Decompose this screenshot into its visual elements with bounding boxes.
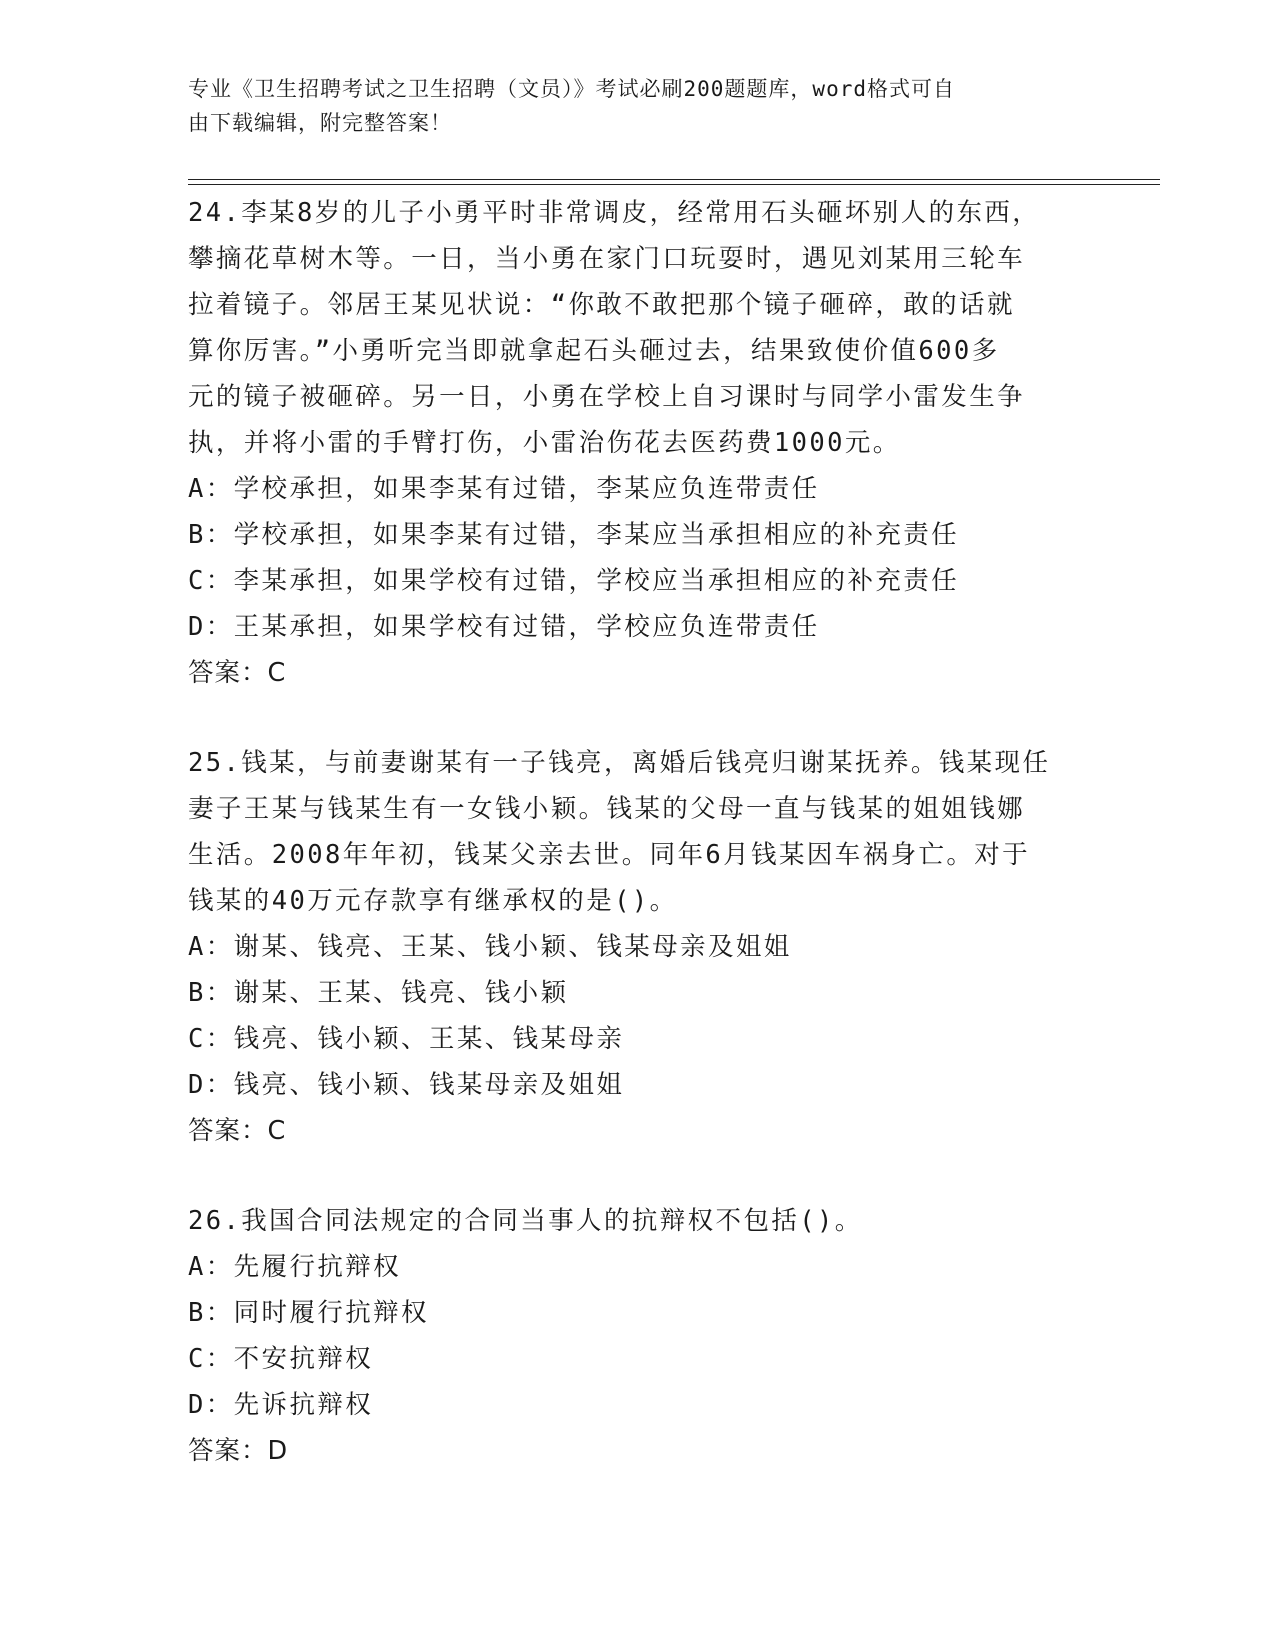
- question-spacer: [188, 1154, 1088, 1198]
- header-line-1: 专业《卫生招聘考试之卫生招聘（文员）》考试必刷200题题库，word格式可自: [188, 77, 955, 101]
- question-stem: [188, 190, 1088, 466]
- stem-line: 24.李某8岁的儿子小勇平时非常调皮，经常用石头砸坏别人的东西，: [188, 198, 1041, 228]
- stem-line: 拉着镜子。邻居王某见状说：“你敢不敢把那个镜子砸碎，敢的话就: [188, 290, 1015, 320]
- stem-line: 生活。2008年年初，钱某父亲去世。同年6月钱某因车祸身亡。对于: [188, 840, 1031, 870]
- document-header: [188, 72, 1068, 140]
- answer: 答案：C: [188, 658, 287, 688]
- option-a: A：先履行抗辩权: [188, 1252, 402, 1282]
- header-divider-top: [188, 179, 1160, 180]
- option-d: D：王某承担，如果学校有过错，学校应负连带责任: [188, 612, 820, 642]
- answer: 答案：C: [188, 1116, 287, 1146]
- question-24: [188, 190, 1088, 696]
- stem-line: 妻子王某与钱某生有一女钱小颖。钱某的父母一直与钱某的姐姐钱娜: [188, 794, 1026, 824]
- option-a: A：学校承担，如果李某有过错，李某应负连带责任: [188, 474, 820, 504]
- option-c: C：李某承担，如果学校有过错，学校应当承担相应的补充责任: [188, 566, 960, 596]
- option-d: D：钱亮、钱小颖、钱某母亲及姐姐: [188, 1070, 625, 1100]
- header-line-2: 由下载编辑，附完整答案！: [188, 111, 452, 135]
- answer: 答案：D: [188, 1436, 289, 1466]
- stem-line: 执，并将小雷的手臂打伤，小雷治伤花去医药费1000元。: [188, 428, 901, 458]
- stem-line: 25.钱某，与前妻谢某有一子钱亮，离婚后钱亮归谢某抚养。钱某现任: [188, 748, 1051, 778]
- stem-line: 26.我国合同法规定的合同当事人的抗辩权不包括()。: [188, 1206, 863, 1236]
- option-c: C：钱亮、钱小颖、王某、钱某母亲: [188, 1024, 625, 1054]
- question-spacer: [188, 696, 1088, 740]
- question-25: [188, 740, 1088, 1154]
- stem-line: 钱某的40万元存款享有继承权的是()。: [188, 886, 678, 916]
- option-a: A：谢某、钱亮、王某、钱小颖、钱某母亲及姐姐: [188, 932, 792, 962]
- question-stem: [188, 1198, 1088, 1244]
- option-b: B：同时履行抗辩权: [188, 1298, 429, 1328]
- question-stem: [188, 740, 1088, 924]
- option-b: B：谢某、王某、钱亮、钱小颖: [188, 978, 569, 1008]
- stem-line: 算你厉害。”小勇听完当即就拿起石头砸过去，结果致使价值600多: [188, 336, 1000, 366]
- question-26: [188, 1198, 1088, 1474]
- option-b: B：学校承担，如果李某有过错，李某应当承担相应的补充责任: [188, 520, 960, 550]
- option-c: C：不安抗辩权: [188, 1344, 374, 1374]
- stem-line: 元的镜子被砸碎。另一日，小勇在学校上自习课时与同学小雷发生争: [188, 382, 1026, 412]
- question-list: [188, 190, 1088, 1474]
- stem-line: 攀摘花草树木等。一日，当小勇在家门口玩耍时，遇见刘某用三轮车: [188, 244, 1026, 274]
- option-d: D：先诉抗辩权: [188, 1390, 374, 1420]
- header-divider-bottom: [188, 184, 1160, 185]
